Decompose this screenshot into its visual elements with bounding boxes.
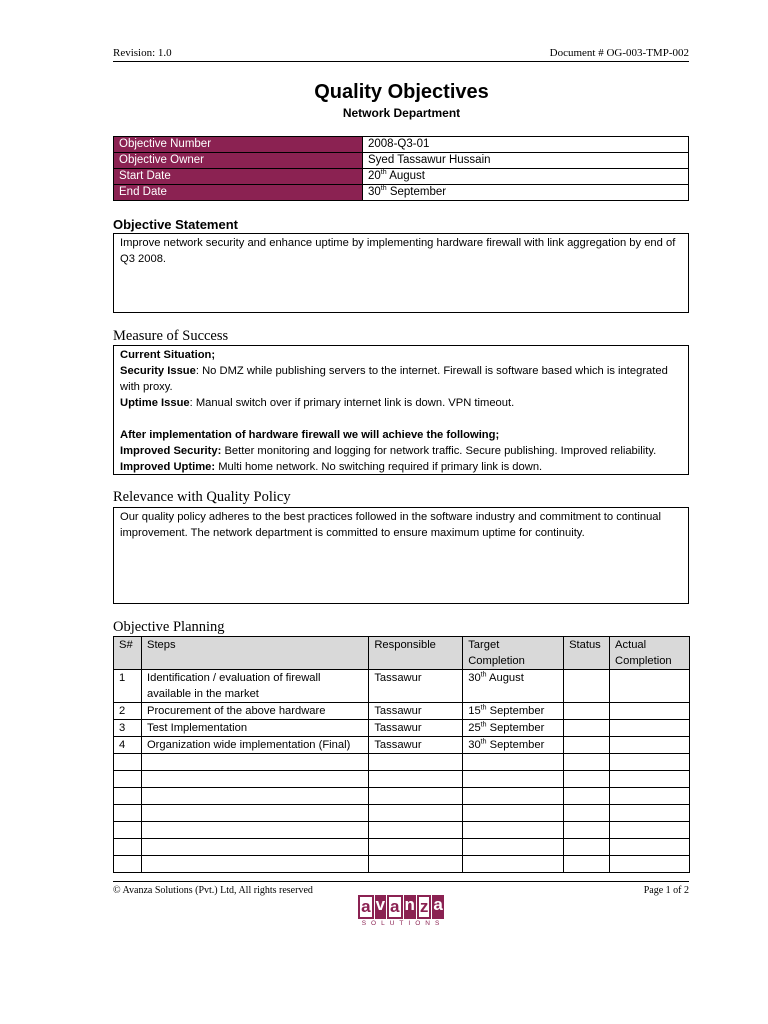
empty-cell: [141, 771, 368, 788]
end-date-suffix: th: [380, 185, 387, 193]
objective-statement-heading: Objective Statement: [113, 217, 238, 232]
logo-letter: n: [404, 895, 416, 919]
step-number: 3: [114, 720, 142, 737]
target-month: September: [486, 722, 545, 734]
page-subtitle: Network Department: [342, 106, 461, 120]
target-day: 30: [468, 739, 481, 751]
empty-cell: [114, 822, 142, 839]
target-month: September: [486, 705, 545, 717]
col-header-status: Status: [564, 637, 610, 670]
empty-cell: [463, 805, 564, 822]
footer-page-number: Page 1 of 2: [643, 885, 689, 896]
empty-table-row: [114, 771, 690, 788]
step-status: [564, 720, 610, 737]
empty-cell: [114, 856, 142, 873]
empty-cell: [463, 754, 564, 771]
step-responsible: Tassawur: [369, 737, 463, 754]
step-actual-completion: [610, 737, 690, 754]
relevance-box: [113, 507, 689, 604]
col-header-responsible: Responsible: [369, 637, 463, 670]
empty-cell: [610, 805, 690, 822]
security-issue-label: Security Issue: [120, 365, 196, 377]
step-responsible: Tassawur: [369, 703, 463, 720]
empty-cell: [564, 771, 610, 788]
empty-cell: [564, 856, 610, 873]
logo-letter: v: [375, 895, 386, 919]
step-status: [564, 670, 610, 703]
empty-cell: [141, 856, 368, 873]
step-actual-completion: [610, 720, 690, 737]
objective-owner-label: Objective Owner: [114, 153, 363, 169]
step-number: 1: [114, 670, 142, 703]
empty-cell: [610, 822, 690, 839]
step-description: Procurement of the above hardware: [141, 703, 368, 720]
empty-cell: [610, 856, 690, 873]
objective-statement-box: [113, 233, 689, 313]
empty-cell: [114, 788, 142, 805]
empty-table-row: [114, 754, 690, 771]
empty-cell: [463, 822, 564, 839]
table-row: [114, 720, 690, 737]
empty-cell: [610, 771, 690, 788]
step-description: Identification / evaluation of firewall available in the market: [141, 670, 368, 703]
step-actual-completion: [610, 703, 690, 720]
empty-table-row: [114, 839, 690, 856]
objective-number-value: 2008-Q3-01: [363, 137, 689, 153]
step-number: 4: [114, 737, 142, 754]
target-day: 15: [468, 705, 481, 717]
empty-cell: [114, 805, 142, 822]
objective-planning-table: [113, 636, 690, 873]
empty-cell: [610, 788, 690, 805]
security-issue-text: : No DMZ while publishing servers to the internet. Firewall is software based which is integrated with proxy.: [120, 365, 668, 393]
empty-cell: [610, 839, 690, 856]
step-actual-completion: [610, 670, 690, 703]
empty-cell: [463, 839, 564, 856]
end-date-month: September: [386, 186, 447, 198]
footer-copyright: © Avanza Solutions (Pvt.) Ltd, All rights reserved: [113, 885, 313, 896]
objective-planning-heading: Objective Planning: [113, 619, 225, 635]
step-responsible: Tassawur: [369, 720, 463, 737]
target-suffix: th: [480, 704, 487, 712]
logo-tagline: SOLUTIONS: [361, 920, 445, 927]
col-header-steps: Steps: [141, 637, 368, 670]
relevance-heading: Relevance with Quality Policy: [113, 489, 291, 505]
end-date-day: 30: [368, 186, 381, 198]
empty-cell: [141, 805, 368, 822]
step-target-completion: [463, 720, 564, 737]
logo-wordmark: [355, 895, 447, 919]
empty-cell: [369, 839, 463, 856]
empty-cell: [463, 771, 564, 788]
objective-owner-value: Syed Tassawur Hussain: [363, 153, 689, 169]
empty-cell: [369, 856, 463, 873]
planning-header-row: [114, 637, 690, 670]
logo-letter: a: [358, 895, 373, 919]
empty-table-row: [114, 822, 690, 839]
info-row-start-date: [114, 169, 689, 185]
current-situation-label: Current Situation;: [120, 349, 216, 361]
empty-cell: [564, 839, 610, 856]
col-header-actual-completion: Actual Completion: [610, 637, 690, 670]
empty-cell: [610, 754, 690, 771]
start-date-value: [363, 169, 689, 185]
step-number: 2: [114, 703, 142, 720]
empty-table-row: [114, 805, 690, 822]
improved-uptime-label: Improved Uptime:: [120, 461, 216, 473]
empty-cell: [369, 788, 463, 805]
empty-table-row: [114, 788, 690, 805]
target-suffix: th: [480, 671, 487, 679]
step-target-completion: [463, 670, 564, 703]
step-target-completion: [463, 703, 564, 720]
improved-uptime-text: Multi home network. No switching required if primary link is down.: [215, 461, 543, 473]
logo-letter: a: [387, 895, 402, 919]
empty-cell: [564, 788, 610, 805]
empty-cell: [564, 805, 610, 822]
empty-cell: [463, 788, 564, 805]
relevance-text: Our quality policy adheres to the best practices followed in the software industry and commitment to continual improvement. The network department is committed to ensure maximum uptime for continuity.: [120, 511, 662, 539]
target-suffix: th: [480, 721, 487, 729]
improved-security-label: Improved Security:: [120, 445, 222, 457]
step-description: Test Implementation: [141, 720, 368, 737]
col-header-sn: S#: [114, 637, 142, 670]
end-date-label: End Date: [114, 185, 363, 201]
table-row: [114, 737, 690, 754]
info-row-end-date: [114, 185, 689, 201]
step-status: [564, 737, 610, 754]
target-month: September: [486, 739, 545, 751]
after-implementation-label: After implementation of hardware firewall we will achieve the following;: [120, 429, 500, 441]
col-header-target-completion: Target Completion: [463, 637, 564, 670]
table-row: [114, 703, 690, 720]
empty-cell: [564, 822, 610, 839]
step-description: Organization wide implementation (Final): [141, 737, 368, 754]
start-date-suffix: th: [380, 169, 387, 177]
document-number: Document # OG-003-TMP-002: [549, 47, 689, 59]
empty-cell: [141, 822, 368, 839]
improved-security-text: Better monitoring and logging for network traffic. Secure publishing. Improved reliability.: [221, 445, 657, 457]
empty-cell: [141, 839, 368, 856]
start-date-month: August: [386, 170, 426, 182]
target-day: 30: [468, 672, 481, 684]
logo-letter: a: [432, 895, 443, 919]
empty-cell: [369, 771, 463, 788]
empty-cell: [141, 754, 368, 771]
uptime-issue-text: : Manual switch over if primary internet link is down. VPN timeout.: [189, 397, 515, 409]
measure-of-success-heading: Measure of Success: [113, 328, 229, 344]
info-row-objective-number: [114, 137, 689, 153]
page-title: Quality Objectives: [314, 81, 489, 103]
info-row-objective-owner: [114, 153, 689, 169]
empty-cell: [369, 805, 463, 822]
empty-cell: [369, 822, 463, 839]
uptime-issue-label: Uptime Issue: [120, 397, 190, 409]
empty-cell: [141, 788, 368, 805]
empty-table-row: [114, 856, 690, 873]
start-date-day: 20: [368, 170, 381, 182]
table-row: [114, 670, 690, 703]
start-date-label: Start Date: [114, 169, 363, 185]
empty-cell: [369, 754, 463, 771]
header-divider: [113, 61, 689, 62]
avanza-logo: [355, 895, 447, 927]
measure-of-success-box: [113, 345, 689, 475]
revision-label: Revision: 1.0: [113, 47, 172, 59]
objective-statement-text: Improve network security and enhance uptime by implementing hardware firewall with link aggregation by end of Q3 2008.: [120, 237, 676, 265]
objective-number-label: Objective Number: [114, 137, 363, 153]
target-day: 25: [468, 722, 481, 734]
footer-divider: [113, 881, 689, 882]
logo-letter: z: [417, 895, 432, 919]
empty-cell: [114, 771, 142, 788]
objective-info-table: [113, 136, 689, 201]
step-target-completion: [463, 737, 564, 754]
empty-cell: [463, 856, 564, 873]
step-responsible: Tassawur: [369, 670, 463, 703]
target-suffix: th: [480, 738, 487, 746]
empty-cell: [564, 754, 610, 771]
target-month: August: [486, 672, 524, 684]
step-status: [564, 703, 610, 720]
end-date-value: [363, 185, 689, 201]
empty-cell: [114, 754, 142, 771]
empty-cell: [114, 839, 142, 856]
